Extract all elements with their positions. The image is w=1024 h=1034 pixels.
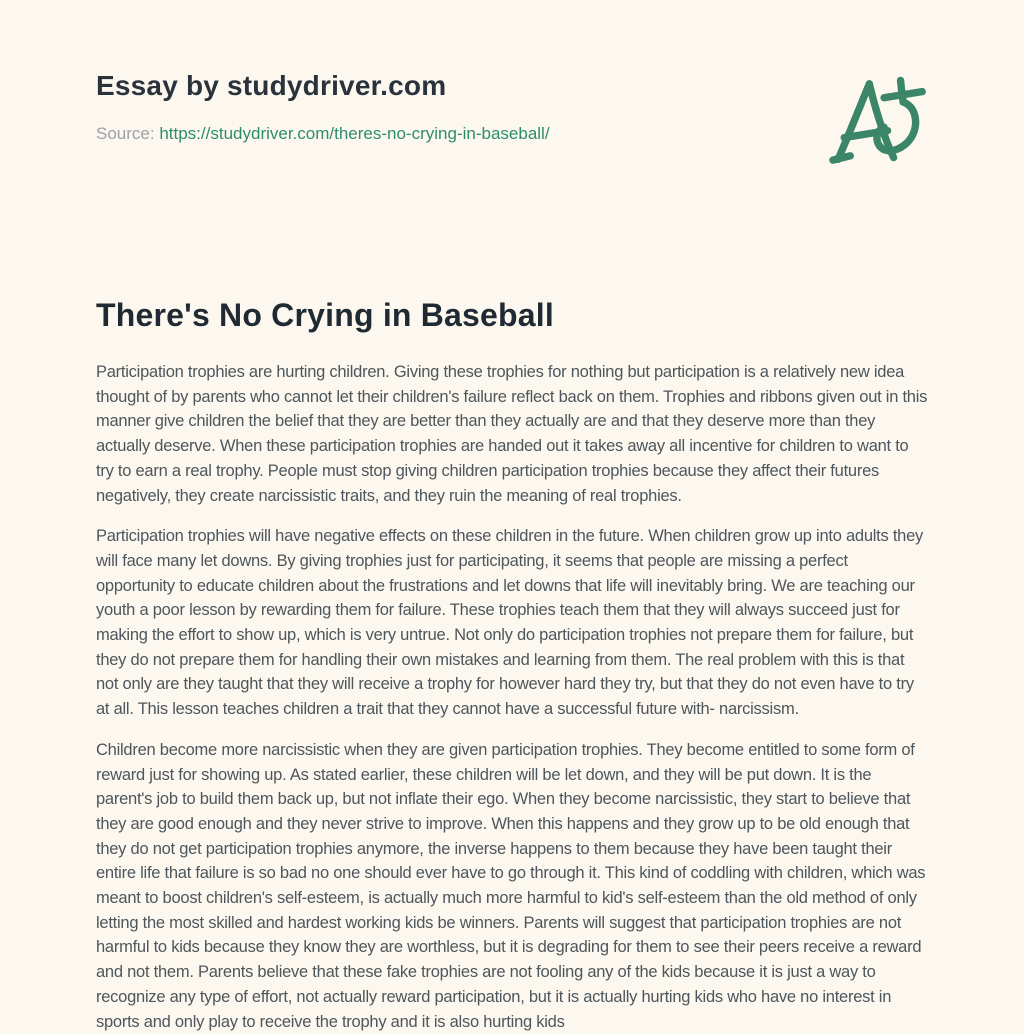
essay-title: There's No Crying in Baseball [96, 297, 554, 333]
page-header [96, 70, 930, 185]
source-line [96, 124, 550, 144]
source-link[interactable]: https://studydriver.com/theres-no-crying-in-baseball/ [159, 124, 550, 143]
essay-paragraph: Participation trophies will have negative effects on these children in the future. When children grow up into adults they will face many let downs. By giving trophies just for participating, it seems that people are missing a perfect opportunity to educate children about the frustrations and let downs that life will inevitably bring. We are teaching our youth a poor lesson by rewarding them for failure. These trophies teach them that they will always succeed just for making the effort to show up, which is very untrue. Not only do participation trophies not prepare them for failure, but they do not prepare them for handling their own mistakes and learning from them. The real problem with this is that not only are they taught that they will receive a trophy for however hard they try, but that they do not even have to try at all. This lesson teaches children a trait that they cannot have a successful future with- narcissism. [96, 527, 924, 719]
source-label: Source: [96, 124, 155, 143]
essay-paragraph: Children become more narcissistic when they are given participation trophies. They become entitled to some form of reward just for showing up. As stated earlier, these children will be let down, and they will be put down. It is the parent's job to build them back up, but not inflate their ego. When they become narcissistic, they start to believe that they are good enough and they never strive to improve. When this happens and they grow up to be old enough that they do not get participation trophies anymore, the inverse happens to them because they have been taught their entire life that failure is so bad no one should ever have to go through it. This kind of coddling with children, which was meant to boost children's self-esteem, is actually much more harmful to kid's self-esteem than the old method of only letting the most skilled and hardest working kids be winners. Parents will suggest that participation trophies are not harmful to kids because they know they are worthless, but it is degrading for them to see their peers receive a reward and not them. Parents believe that these fake trophies are not fooling any of the kids because it is just a way to recognize any type of effort, not actually reward participation, but it is actually hurting kids who have no interest in sports and only play to receive the trophy and it is also hurting kids [96, 740, 926, 1031]
essay-body [96, 360, 930, 1034]
header-text-block [96, 70, 550, 144]
a-plus-logo-icon [826, 64, 930, 180]
studydriver-logo [826, 64, 930, 185]
essay-paragraph: Participation trophies are hurting children. Giving these trophies for nothing but participation is a relatively new idea thought of by parents who cannot let their children's failure reflect back on them. Trophies and ribbons given out in this manner give children the belief that they are better than they actually are and that they deserve more than they actually deserve. When these participation trophies are handed out it takes away all incentive for children to want to try to earn a real trophy. People must stop giving children participation trophies because they affect their futures negatively, they create narcissistic traits, and they ruin the meaning of real trophies. [96, 363, 928, 505]
page-title: Essay by studydriver.com [96, 70, 447, 101]
